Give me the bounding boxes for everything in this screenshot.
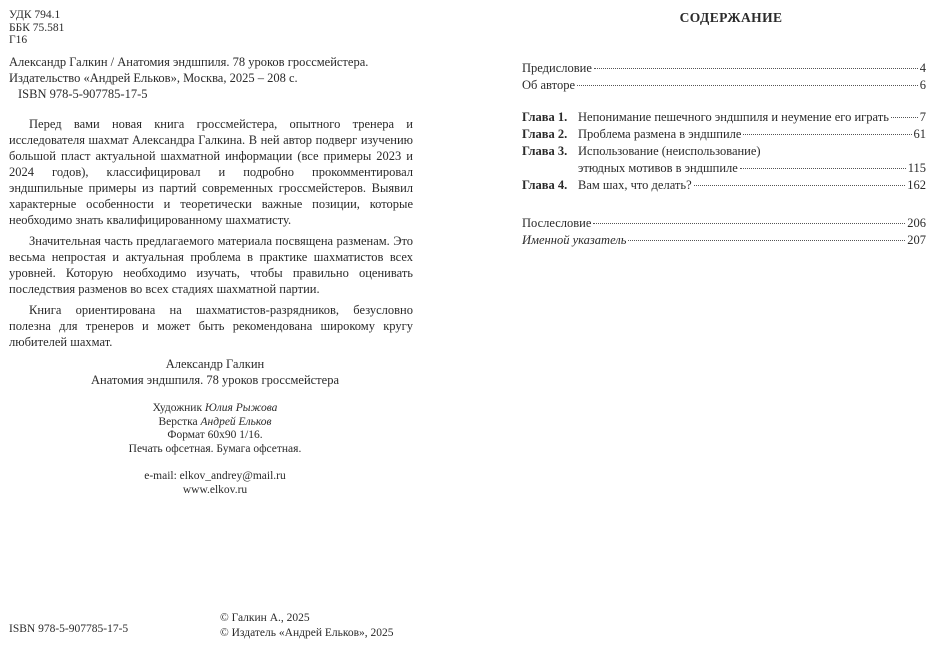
toc-leader bbox=[891, 117, 918, 118]
toc-page-number: 206 bbox=[907, 216, 926, 230]
chapter-title: Проблема размена в эндшпиле bbox=[578, 127, 742, 141]
annotation-paragraph: Перед вами новая книга гроссмейстера, опытного тренера и исследователя шахмат Александра Галкина. В ней автор подверг изучению большой пласт актуальной шахматной информации (все примеры 2023 и 2024 годов), классифицировал и подробно прокомментировал эндшпильные примеры из партий современных гроссмейстеров. Выявил характерные особенности и теоретически важные позиции, которые необходимо знать квалифицированному шахматисту. bbox=[9, 117, 413, 227]
biblio-isbn: ISBN 978-5-907785-17-5 bbox=[18, 87, 148, 101]
imprint-details bbox=[0, 402, 430, 456]
toc-page-number: 162 bbox=[907, 178, 926, 192]
chapter-title: Использование (неиспользование) bbox=[578, 144, 761, 158]
imprint-artist bbox=[0, 402, 430, 416]
imprint-print: Печать офсетная. Бумага офсетная. bbox=[128, 442, 302, 455]
toc-entry-title: Именной указатель bbox=[522, 233, 627, 247]
toc-page-number: 115 bbox=[907, 161, 926, 175]
imprint-title: Анатомия эндшпиля. 78 уроков гроссмейстера bbox=[90, 373, 339, 387]
chapter-label: Глава 1. bbox=[522, 110, 568, 124]
artist-name: Юлия Рыжова bbox=[204, 402, 278, 414]
toc-page-number: 4 bbox=[919, 61, 926, 75]
toc-entry[interactable] bbox=[522, 233, 926, 250]
toc-page-number: 6 bbox=[919, 78, 926, 92]
toc-entry-title: Послесловие bbox=[522, 216, 592, 230]
toc-entry[interactable] bbox=[522, 216, 926, 233]
biblio-line-2: Издательство «Андрей Ельков», Москва, 2025 – 208 с. bbox=[9, 71, 298, 85]
toc-leader bbox=[594, 68, 918, 69]
toc-title: СОДЕРЖАНИЕ bbox=[679, 10, 783, 25]
author-mark: Г16 bbox=[9, 34, 28, 46]
artist-label: Художник bbox=[152, 402, 203, 414]
toc-front-matter bbox=[522, 61, 926, 95]
toc-leader bbox=[577, 85, 918, 86]
toc-entry[interactable] bbox=[522, 61, 926, 78]
toc-entry-title: Предисловие bbox=[522, 61, 592, 75]
bbk-code: ББК 75.581 bbox=[9, 21, 65, 34]
toc-chapter-4[interactable] bbox=[522, 178, 926, 195]
classification-codes bbox=[9, 9, 64, 47]
toc-chapter-1[interactable] bbox=[522, 110, 926, 127]
chapter-label: Глава 2. bbox=[522, 127, 568, 141]
right-page bbox=[466, 0, 932, 646]
layout-name: Андрей Ельков bbox=[200, 415, 272, 428]
toc-leader bbox=[740, 168, 906, 169]
layout-label: Верстка bbox=[158, 415, 198, 428]
toc-entry-title: Об авторе bbox=[522, 78, 575, 92]
imprint-format: Формат 60х90 1/16. bbox=[167, 429, 263, 441]
imprint-website: www.elkov.ru bbox=[182, 483, 248, 496]
toc-page-number: 61 bbox=[913, 127, 926, 141]
toc-leader bbox=[628, 240, 905, 241]
toc-chapter-3-continued[interactable] bbox=[522, 161, 926, 178]
toc-page-number: 207 bbox=[907, 233, 926, 247]
toc-page-number: 7 bbox=[919, 110, 926, 124]
imprint-header bbox=[0, 356, 430, 388]
toc-back-matter bbox=[522, 216, 926, 250]
annotation-paragraph: Значительная часть предлагаемого материала посвящена разменам. Это весьма непростая и актуальная проблема в практике шахматистов всех уровней. Которую необходимо изучать, чтобы правильно оценивать последствия разменов во всех стадиях шахматной партии. bbox=[9, 234, 413, 296]
imprint-contacts bbox=[0, 470, 430, 497]
bibliographic-record bbox=[9, 54, 429, 102]
copyright-block bbox=[220, 611, 394, 641]
chapter-label: Глава 3. bbox=[522, 144, 568, 158]
footer-isbn: ISBN 978-5-907785-17-5 bbox=[9, 623, 129, 635]
toc-leader bbox=[694, 185, 906, 186]
chapter-title-continued: этюдных мотивов в эндшпиле bbox=[578, 161, 738, 175]
toc-entry[interactable] bbox=[522, 78, 926, 95]
toc-chapters bbox=[522, 110, 926, 195]
toc-chapter-3[interactable] bbox=[522, 144, 926, 161]
annotation-paragraph: Книга ориентирована на шахматистов-разрядников, безусловно полезна для тренеров и может быть рекомендована широкому кругу любителей шахмат. bbox=[9, 303, 413, 349]
copyright-author: © Галкин А., 2025 bbox=[220, 612, 310, 624]
copyright-publisher: © Издатель «Андрей Ельков», 2025 bbox=[220, 627, 394, 639]
toc-leader bbox=[593, 223, 905, 224]
toc-chapter-2[interactable] bbox=[522, 127, 926, 144]
biblio-line-1: Александр Галкин / Анатомия эндшпиля. 78 уроков гроссмейстера. bbox=[9, 55, 369, 69]
udk-code: УДК 794.1 bbox=[9, 9, 61, 21]
chapter-title: Вам шах, что делать? bbox=[578, 178, 692, 192]
imprint-author: Александр Галкин bbox=[165, 357, 265, 371]
imprint-layout bbox=[0, 416, 430, 430]
chapter-label: Глава 4. bbox=[522, 178, 568, 192]
toc-leader bbox=[743, 134, 911, 135]
imprint-email: e-mail: elkov_andrey@mail.ru bbox=[144, 470, 286, 482]
annotation bbox=[9, 116, 413, 355]
chapter-title: Непонимание пешечного эндшпиля и неумение его играть bbox=[578, 110, 889, 124]
